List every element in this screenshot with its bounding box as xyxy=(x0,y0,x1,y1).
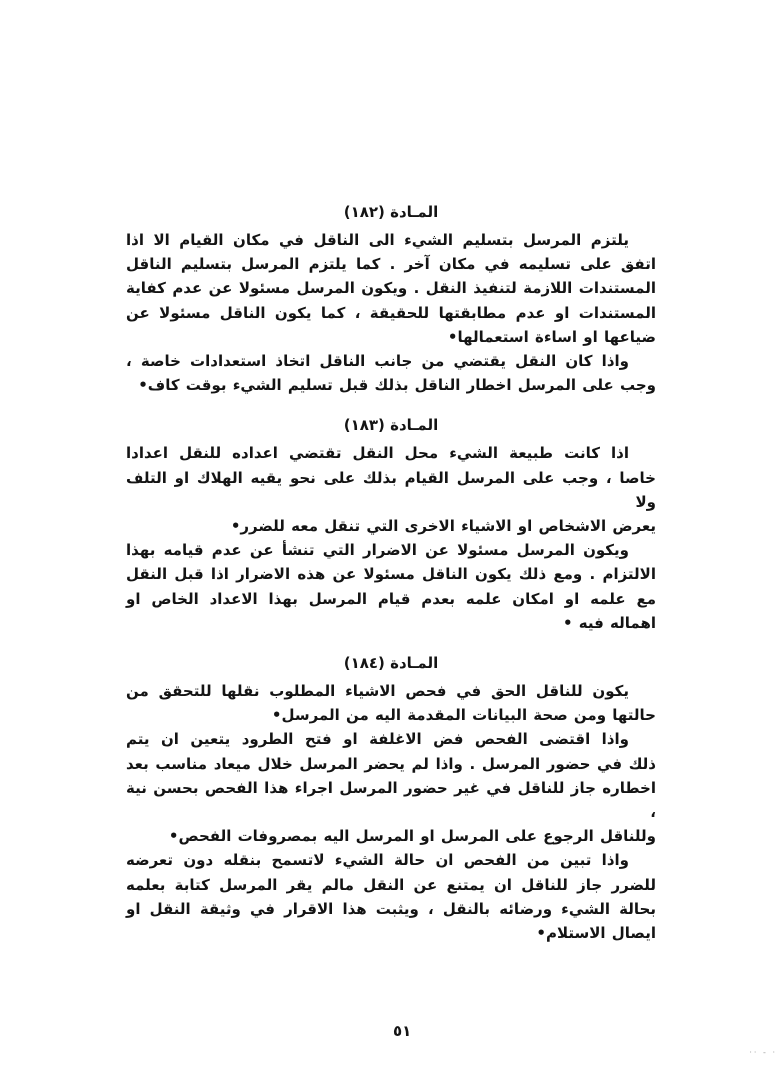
paragraph xyxy=(126,228,656,349)
text-line: ضياعها او اساءة استعمالها• xyxy=(447,327,656,346)
article-heading: المـادة (١٨٣) xyxy=(343,416,439,435)
text-line: المستندات اللازمة لتنفيذ النقل . ويكون المرسل مسئولا عن عدم كفاية xyxy=(126,279,656,298)
text-line: الالتزام . ومع ذلك يكون الناقل مسئولا عن هذه الاضرار اذا قبل النقل xyxy=(126,565,656,584)
text-line: اتفق على تسليمه في مكان آخر . كما يلتزم المرسل بتسليم الناقل xyxy=(126,255,656,274)
text-line: خاصا ، وجب على المرسل القيام بذلك على نحو يقيه الهلاك او التلف ولا xyxy=(126,468,656,511)
text-line: يكون للناقل الحق في فحص الاشياء المطلوب نقلها للتحقق من xyxy=(126,682,629,701)
text-line: يعرض الاشخاص او الاشياء الاخرى التي تنقل معه للضرر• xyxy=(230,517,656,536)
article xyxy=(126,413,656,635)
text-line: ذلك في حضور المرسل . واذا لم يحضر المرسل خلال ميعاد مناسب بعد xyxy=(126,754,656,773)
scan-artifact-dots: ·· - · xyxy=(749,1048,777,1057)
text-line: وجب على المرسل اخطار الناقل بذلك قبل تسليم الشيء بوقت كاف• xyxy=(138,376,656,395)
article xyxy=(126,651,656,945)
text-line: للضرر جاز للناقل ان يمتنع عن النقل مالم يقر المرسل كتابة بعلمه xyxy=(126,875,656,894)
text-line: اخطاره جاز للناقل في غير حضور المرسل اجراء هذا الفحص بحسن نية ، xyxy=(126,778,656,822)
text-line: وللناقل الرجوع على المرسل او المرسل اليه بمصروفات الفحص• xyxy=(168,827,656,846)
paragraph xyxy=(126,441,656,538)
text-line: اهماله فيه • xyxy=(562,613,656,632)
text-line: المستندات او عدم مطابقتها للحقيقة ، كما يكون الناقل مسئولا عن xyxy=(126,303,656,322)
text-line: واذا كان النقل يقتضي من جانب الناقل اتخاذ استعدادات خاصة ، xyxy=(126,352,629,371)
text-line: مع علمه او امكان علمه بعدم قيام المرسل بهذا الاعداد الخاص او xyxy=(126,589,656,608)
text-line: ايصال الاستلام• xyxy=(536,924,656,943)
page-number: ٥١ xyxy=(393,1022,412,1040)
text-line: ويكون المرسل مسئولا عن الاضرار التي تنشأ عن عدم قيامه بهذا xyxy=(126,541,629,560)
article xyxy=(126,200,656,397)
text-line: حالتها ومن صحة البيانات المقدمة اليه من المرسل• xyxy=(271,706,656,725)
paragraph xyxy=(126,727,656,848)
article-heading: المـادة (١٨٢) xyxy=(343,203,439,221)
text-line: واذا تبين من الفحص ان حالة الشيء لاتسمح بنقله دون تعرضه xyxy=(126,851,629,870)
article-heading: المـادة (١٨٤) xyxy=(343,654,439,673)
paragraph xyxy=(126,848,656,945)
text-line: يلتزم المرسل بتسليم الشيء الى الناقل في مكان القيام الا اذا xyxy=(126,231,629,249)
text-line: اذا كانت طبيعة الشيء محل النقل تقتضي اعداده للنقل اعدادا xyxy=(126,444,629,463)
paragraph xyxy=(126,349,656,397)
articles-column xyxy=(126,200,656,959)
text-line: واذا اقتضى الفحص فض الاغلفة او فتح الطرود يتعين ان يتم xyxy=(126,730,629,749)
text-line: بحالة الشيء ورضائه بالنقل ، ويثبت هذا الاقرار في وثيقة النقل او xyxy=(126,899,656,918)
paragraph xyxy=(126,679,656,727)
paragraph xyxy=(126,538,656,635)
